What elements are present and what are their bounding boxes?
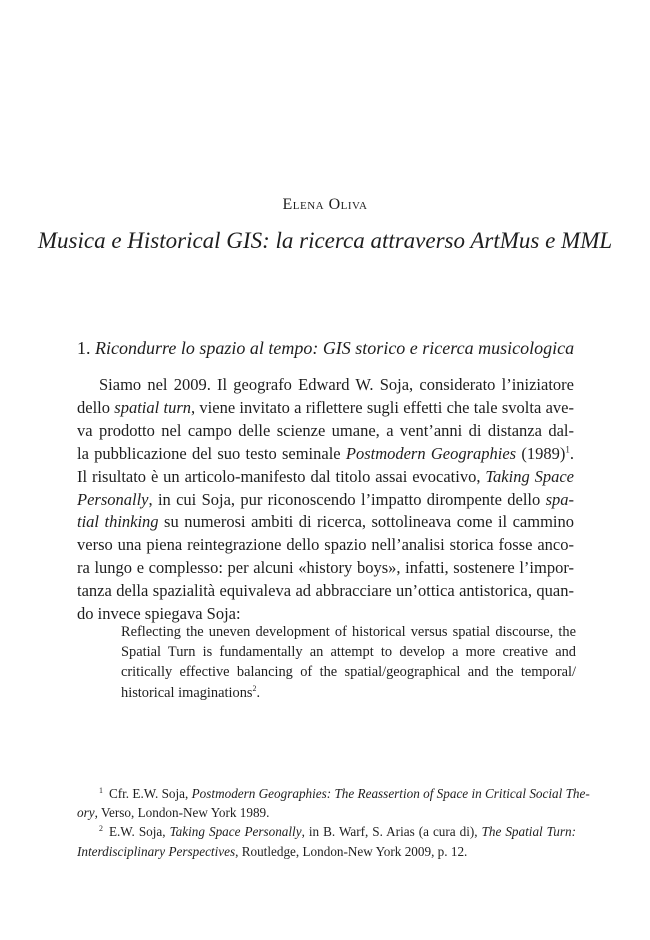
footnote-marker: 2 [99,824,103,834]
body-line [77,443,574,466]
body-line [77,374,574,397]
body-line [77,557,574,580]
footnote-text: , Verso, London-New York 1989. [94,805,270,821]
body-text: Siamo nel 2009. Il geografo Edward W. Soja, considerato l’iniziatore [99,375,574,394]
quote-text: . [256,684,261,701]
body-line [77,511,574,534]
italic-term: Taking Space [485,466,575,486]
body-text: verso una piena reintegrazione dello spazio nell’analisi storica fosse anco- [77,535,574,555]
body-line [77,534,574,557]
body-line [77,489,574,512]
body-line [77,466,574,489]
body-text: va prodotto nel campo delle scienze umane, a vent’anni di distanza dal- [77,420,574,440]
footnote-italic: Interdisciplinary Perspectives [77,843,236,859]
footnotes [77,784,590,861]
italic-term: tial thinking [77,512,159,532]
italic-term: Postmodern Geographies [345,443,517,463]
body-text: , in cui Soja, pur riconoscendo l’impatto dirompente dello [148,489,546,509]
footnote-text: , in B. Warf, S. Arias (a cura di), [301,824,482,840]
footnote-italic: ory [77,805,95,821]
footnote-marker: 1 [99,785,103,795]
quote-line: Reflecting the uneven development of historical versus spatial discourse, the [121,624,576,640]
body-text: ra lungo e complesso: per alcuni «history boys», infatti, sostenere l’impor- [77,558,574,578]
footnote-italic: Postmodern Geographies: The Reassertion of Space in Critical Social The- [191,786,590,801]
footnote-text: , Routledge, London-New York 2009, p. 12. [235,843,468,859]
body-text: la pubblicazione del suo testo seminale [77,443,346,463]
footnote-ref[interactable]: 1 [565,444,570,455]
body-text: su numerosi ambiti di ricerca, sottolineava come il cammino [158,512,574,532]
italic-term: spatial turn [114,397,191,417]
body-text: . [569,443,575,463]
footnote-2 [77,822,576,841]
footnote-text: Cfr. E.W. Soja, [108,786,192,801]
section-heading [77,338,577,359]
body-text: , viene invitato a riflettere sugli effetti che tale svolta ave- [191,397,574,417]
section-number: 1. [77,338,91,358]
block-quote [121,622,576,703]
body-text: do invece spiegava Soja: [77,604,241,624]
quote-line: Spatial Turn is fundamentally an attempt to develop a more creative and [121,644,576,661]
section-title: Ricondurre lo spazio al tempo: GIS storico e ricerca musicologica [95,338,575,358]
footnote-italic: Taking Space Personally [169,824,302,840]
body-paragraph [77,374,574,626]
body-line [77,420,574,443]
quote-text: historical imaginations [121,684,253,701]
body-line [77,580,574,603]
chapter-author: Elena Oliva [282,196,368,213]
chapter-title: Musica e Historical GIS: la ricerca attraverso ArtMus e MML [37,228,613,253]
footnote-text: E.W. Soja, [108,824,170,840]
body-text: (1989) [516,443,566,463]
footnote-2-cont [77,842,576,861]
body-text: Il risultato è un articolo-manifesto dal titolo assai evocativo, [77,466,486,486]
footnote-ref[interactable]: 2 [252,683,257,693]
body-text: tanza della spazialità equivaleva ad abbracciare un’ottica antistorica, quan- [77,581,574,601]
quote-line: critically effective balancing of the spatial/geographical and the temporal/ [121,664,576,681]
italic-term: spa- [545,489,574,509]
body-text: dello [77,397,115,417]
quote-line [121,683,576,703]
footnote-1 [77,784,590,803]
footnote-1-cont [77,803,576,822]
italic-term: Personally [77,489,149,509]
footnote-italic: The Spatial Turn: [481,824,577,840]
body-line [77,397,574,420]
